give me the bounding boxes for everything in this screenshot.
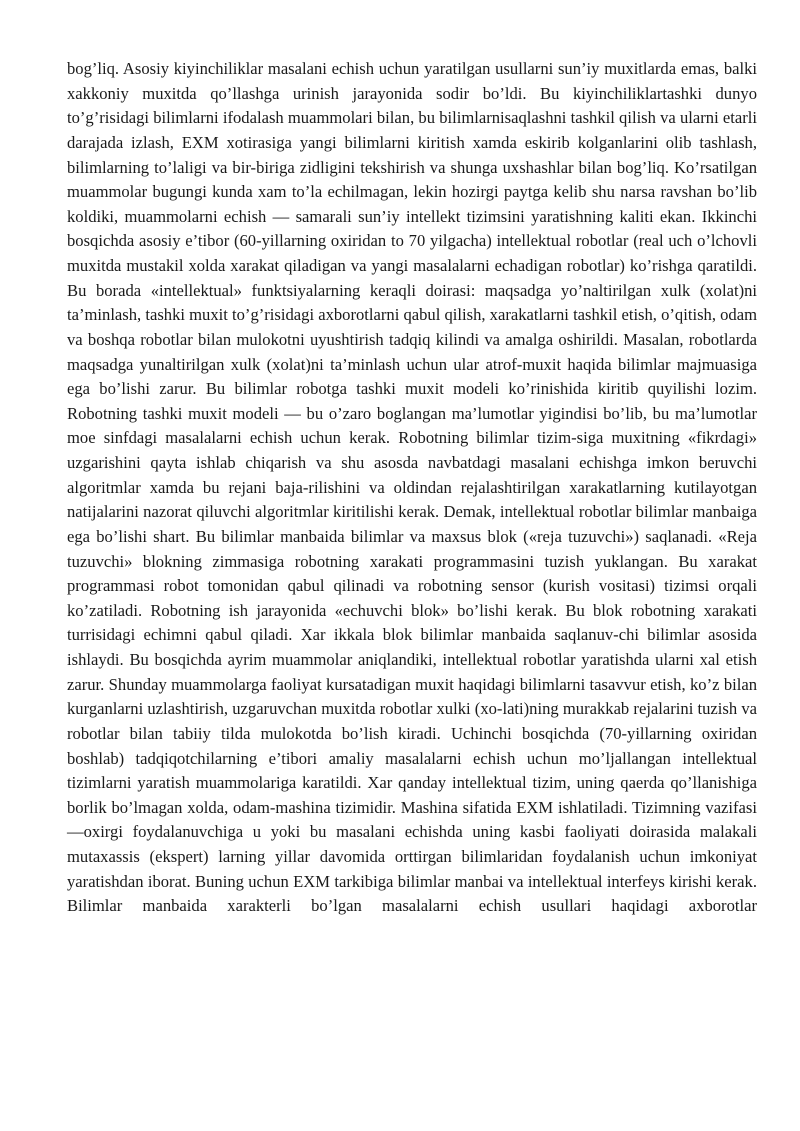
document-page	[67, 57, 757, 919]
body-paragraph: bog’liq. Asosiy kiyinchiliklar masalani echish uchun yaratilgan usullarni sun’iy muxitlarda emas, balki xakkoniy muxitda qo’llashga urinish jarayonida sodir bo’ldi. Bu kiyinchiliklartashki dunyo to’g’risidagi bilimlarni ifodalash muammolari bilan, bu bilimlarnisaqlashni tashkil qilish va ularni etarli darajada izlash, EXM xotirasiga yangi bilimlarni kiritish xamda eskirib kolganlarini olib tashlash, bilimlarning to’laligi va bir-biriga zidligini tekshirish va shunga uxshashlar bilan bog’liq. Ko’rsatilgan muammolar bugungi kunda xam to’la echilmagan, lekin hozirgi paytga kelib shu narsa ravshan bo’lib koldiki, muammolarni echish — samarali sun’iy intellekt tizimsini yaratishning kaliti ekan. Ikkinchi bosqichda asosiy e’tibor (60-yillarning oxiridan to 70 yilgacha) intellektual robotlar (real uch o’lchovli muxitda mustakil xolda xarakat qiladigan va yangi masalalarni echadigan robotlar) ko’rishga qaratildi. Bu borada «intellektual» funktsiyalarning keraqli doirasi: maqsadga yo’naltirilgan xulk (xolat)ni ta’minlash, tashki muxit to’g’risidagi axborotlarni qabul qilish, xarakatlarni tashkil etish, o’qitish, odam va boshqa robotlar bilan mulokotni uyushtirish tadqiq kilindi va amalga oshirildi. Masalan, robotlarda maqsadga yunaltirilgan xulk (xolat)ni ta’minlash uchun ular atrof-muxit haqida bilimlar majmuasiga ega bo’lishi zarur. Bu bilimlar robotga tashki muxit modeli ko’rinishida kiritib quyilishi lozim. Robotning tashki muxit modeli — bu o’zaro boglangan ma’lumotlar yigindisi bo’lib, bu ma’lumotlar moe sinfdagi masalalarni echish uchun kerak. Robotning bilimlar tizim-siga muxitning «fikrdagi» uzgarishini qayta ishlab chiqarish va shu asosda navbatdagi masalani echishga imkon beruvchi algoritmlar xamda bu rejani baja-rilishini va oldindan rejalashtirilgan xarakatlarning kutilayotgan natijalarini nazorat qiluvchi algoritmlar kiritilishi kerak. Demak, intellektual robotlar bilimlar manbaiga ega bo’lishi shart. Bu bilimlar manbaida bilimlar va maxsus blok («reja tuzuvchi») saqlanadi. «Reja tuzuvchi» blokning zimmasiga robotning xarakati programmasini tuzish yuklangan. Bu xarakat programmasi robot tomonidan qabul qilinadi va robotning sensor (kurish vositasi) tizimsi orqali ko’zatiladi. Robotning ish jarayonida «echuvchi blok» bo’lishi kerak. Bu blok robotning xarakati turrisidagi echimni qabul qiladi. Xar ikkala blok bilimlar manbaida saqlanuv-chi bilimlar asosida ishlaydi. Bu bosqichda ayrim muammolar aniqlandiki, intellektual robotlar yaratishda ularni xal etish zarur. Shunday muammolarga faoliyat kursatadigan muxit haqidagi bilimlarni tasavvur etish, ko’z bilan kurganlarni uzlashtirish, uzgaruvchan muxitda robotlar xulki (xo-lati)ning murakkab rejalarini tuzish va robotlar bilan tabiiy tilda mulokotda bo’lish kiradi. Uchinchi bosqichda (70-yillarning oxiridan boshlab) tadqiqotchilarning e’tibori amaliy masalalarni echish uchun mo’ljallangan intellektual tizimlarni yaratish muammolariga karatildi. Xar qanday intellektual tizim, uning qaerda qo’llanishiga borlik bo’lmagan xolda, odam-mashina tizimidir. Mashina sifatida EXM ishlatiladi. Tizimning vazifasi —oxirgi foydalanuvchiga u yoki bu masalani echishda uning kasbi faoliyati doirasida malakali mutaxassis (ekspert) larning yillar davomida orttirgan bilimlaridan foydalanish uchun imkoniyat yaratishdan iborat. Buning uchun EXM tarkibiga bilimlar manbai va intellektual interfeys kirishi kerak. Bilimlar manbaida xarakterli bo’lgan masalalarni echish usullari haqidagi axborotlar	[67, 59, 757, 916]
